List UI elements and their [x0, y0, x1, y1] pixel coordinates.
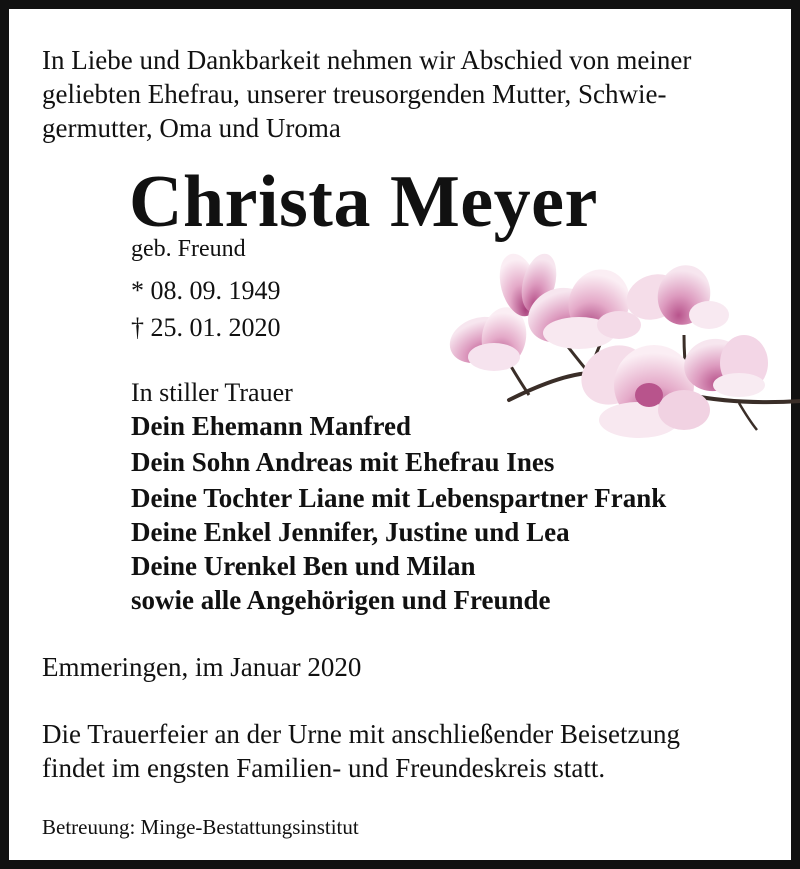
- intro-line-3: germutter, Oma und Uroma: [42, 113, 341, 143]
- birth-date: * 08. 09. 1949: [131, 276, 281, 305]
- deceased-name: Christa Meyer: [129, 161, 598, 243]
- mourner-line-2: Dein Sohn Andreas mit Ehefrau Ines: [131, 447, 555, 477]
- mourner-line-4: Deine Enkel Jennifer, Justine und Lea: [131, 517, 570, 547]
- ceremony-line-2: findet im engsten Familien- und Freundeskreis statt.: [42, 753, 606, 783]
- birth-name: geb. Freund: [131, 236, 246, 262]
- mourning-heading: In stiller Trauer: [131, 378, 293, 407]
- mourner-line-6: sowie alle Angehörigen und Freunde: [131, 585, 551, 615]
- intro-line-2: geliebten Ehefrau, unserer treusorgenden Mutter, Schwie-: [42, 79, 667, 109]
- death-date: † 25. 01. 2020: [131, 313, 281, 342]
- intro-line-1: In Liebe und Dankbarkeit nehmen wir Abschied von meiner: [42, 45, 692, 75]
- mourner-line-1: Dein Ehemann Manfred: [131, 411, 412, 441]
- mourner-line-5: Deine Urenkel Ben und Milan: [131, 551, 476, 581]
- funeral-home-credit: Betreuung: Minge-Bestattungsinstitut: [42, 815, 359, 839]
- magnolia-branch-icon: [439, 245, 800, 450]
- ceremony-line-1: Die Trauerfeier an der Urne mit anschließender Beisetzung: [42, 719, 681, 749]
- place-date: Emmeringen, im Januar 2020: [42, 652, 362, 682]
- mourner-line-3: Deine Tochter Liane mit Lebenspartner Frank: [131, 483, 667, 513]
